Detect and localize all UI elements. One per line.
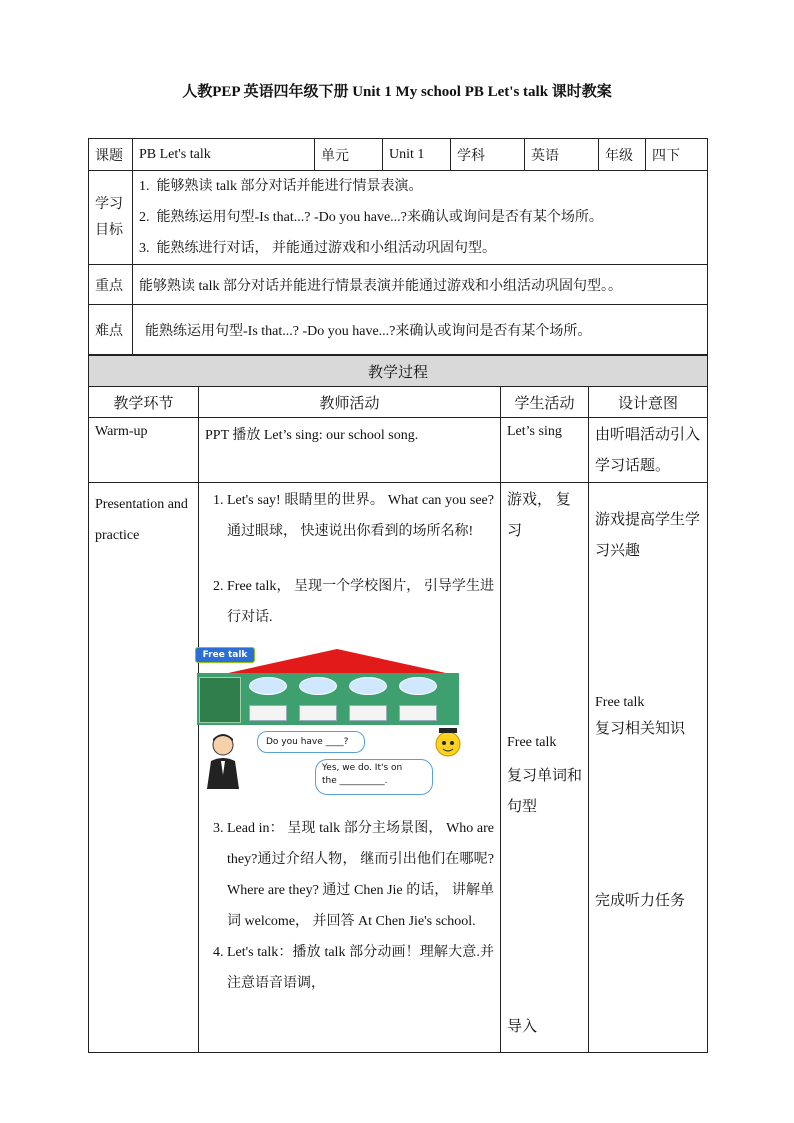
design-intent: Free talk	[595, 695, 645, 710]
answer-line: Yes, we do. It's on	[322, 763, 403, 773]
objectives-list: 1. 能够熟读 talk 部分对话并能进行情景表演。 2. 能熟练运用句型-Is that...? -Do you have...?来确认或询问是否有某个场所。 3. 能熟练进行对话， 并能通过游戏和小组活动巩固句型。	[133, 171, 708, 265]
difficulty-label: 难点	[89, 305, 133, 355]
warmup-stage: Warm-up	[89, 418, 199, 483]
teacher-step: 4. Let's talk：播放 talk 部分动画！理解大意.并注意语音语调，	[227, 937, 494, 999]
keypoint-label: 重点	[89, 265, 133, 305]
teacher-step: 2. Free talk， 呈现一个学校图片， 引导学生进行对话.	[227, 571, 494, 633]
lesson-info-table	[88, 138, 708, 355]
warmup-teacher: PPT 播放 Let’s sing: our school song.	[199, 418, 501, 483]
room-thumbnail	[249, 677, 287, 695]
free-talk-tag: Free talk	[195, 647, 255, 663]
document-title: 人教PEP 英语四年级下册 Unit 1 My school PB Let's talk 课时教案	[182, 84, 612, 100]
room-thumbnail	[349, 705, 387, 721]
room-thumbnail	[399, 705, 437, 721]
grade-value: 四下	[646, 139, 708, 171]
student-activity: 导入	[507, 1019, 538, 1035]
student-activity: 复习单词和句型	[507, 768, 583, 815]
question-bubble: Do you have ____?	[257, 731, 365, 753]
answer-bubble	[315, 759, 433, 795]
answer-line: the __________.	[322, 776, 388, 786]
presentation-intent	[589, 483, 708, 1053]
objective-item: 能熟练运用句型-Is that...? -Do you have...?来确认或询问是否有某个场所。	[156, 210, 603, 225]
school-scene-image	[195, 645, 465, 805]
section-title: 教学过程	[89, 356, 708, 387]
design-intent: 完成听力任务	[595, 893, 686, 909]
header-stage: 教学环节	[89, 387, 199, 418]
warmup-intent: 由听唱活动引入学习话题。	[589, 418, 708, 483]
topic-label: 课题	[89, 139, 133, 171]
objectives-label: 学习目标	[89, 171, 133, 265]
room-thumbnail	[299, 705, 337, 721]
teacher-step: 3. Lead in： 呈现 talk 部分主场景图， Who are they?通过介绍人物， 继而引出他们在哪呢?Where are they? 通过 Chen Jie 的话， 讲解单词 welcome， 并回答 At Chen Jie's school.	[227, 813, 494, 937]
keypoint-text: 能够熟读 talk 部分对话并能进行情景表演并能通过游戏和小组活动巩固句型。。	[133, 265, 708, 305]
difficulty-text: 能熟练运用句型-Is that...? -Do you have...?来确认或询问是否有某个场所。	[133, 305, 708, 355]
presentation-student	[501, 483, 589, 1053]
room-thumbnail	[299, 677, 337, 695]
subject-label: 学科	[451, 139, 525, 171]
warmup-student: Let’s sing	[501, 418, 589, 483]
header-teacher: 教师活动	[199, 387, 501, 418]
student-activity: 游戏， 复习	[507, 492, 571, 539]
room-thumbnail	[349, 677, 387, 695]
playground-thumbnail	[199, 677, 241, 723]
grade-label: 年级	[599, 139, 646, 171]
header-intent: 设计意图	[589, 387, 708, 418]
student-activity: Free talk	[507, 735, 557, 750]
room-thumbnail	[399, 677, 437, 695]
design-intent: 复习相关知识	[595, 721, 686, 737]
room-thumbnail	[249, 705, 287, 721]
header-student: 学生活动	[501, 387, 589, 418]
unit-label: 单元	[315, 139, 383, 171]
design-intent: 游戏提高学生学习兴趣	[595, 512, 701, 559]
presentation-stage: Presentation and practice	[89, 483, 199, 1053]
teacher-step: 1. Let's say! 眼睛里的世界。 What can you see?通过眼球， 快速说出你看到的场所名称!	[227, 485, 494, 547]
subject-value: 英语	[525, 139, 599, 171]
presentation-teacher	[199, 483, 501, 1053]
objective-item: 能熟练进行对话， 并能通过游戏和小组活动巩固句型。	[156, 241, 496, 256]
teaching-process-table	[88, 355, 708, 1053]
topic-value: PB Let's talk	[133, 139, 315, 171]
unit-value: Unit 1	[383, 139, 451, 171]
objective-item: 能够熟读 talk 部分对话并能进行情景表演。	[156, 179, 423, 194]
cartoon-face-icon	[431, 725, 465, 759]
teacher-figure-icon	[201, 731, 245, 791]
